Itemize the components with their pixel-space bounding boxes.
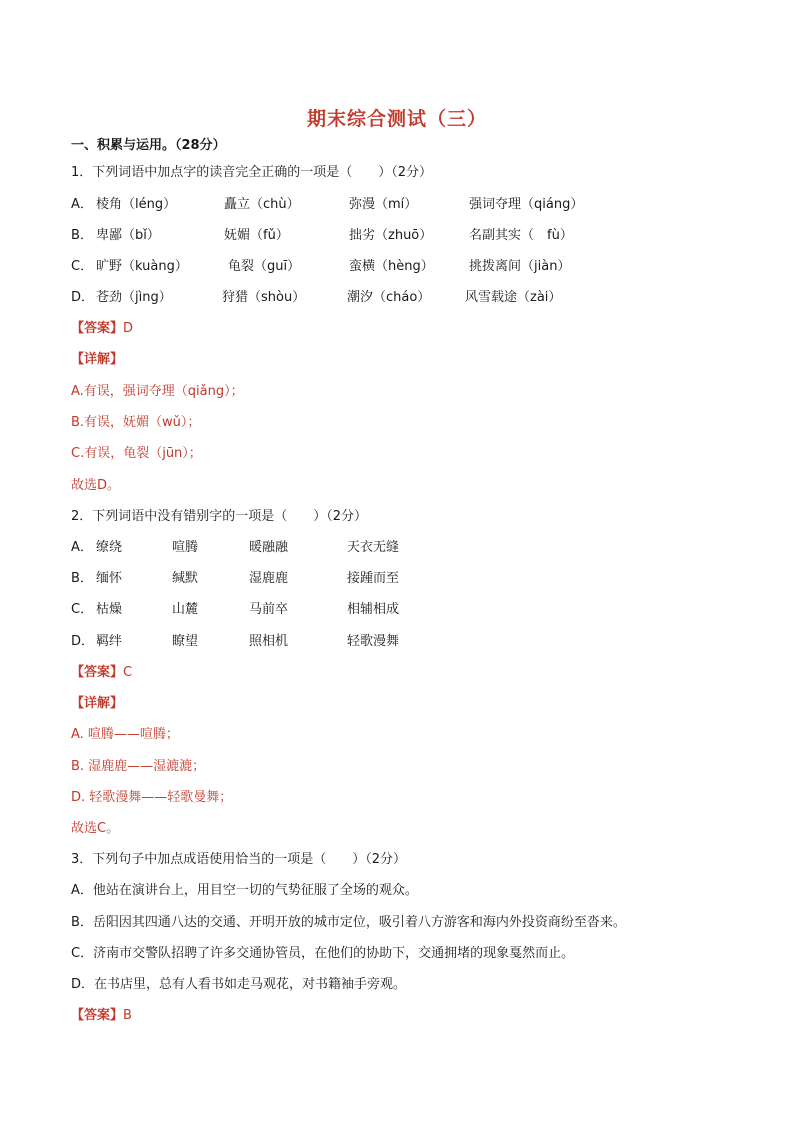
q2-detail-line: D. 轻歌漫舞——轻歌曼舞； [71, 790, 233, 805]
option-label: D． [71, 634, 95, 649]
option-word: 暖融融 [249, 540, 289, 555]
option-word: 妩媚（fǔ） [224, 228, 289, 243]
option-label: C． [71, 602, 94, 617]
option-word: 蛮横（hèng） [349, 259, 434, 274]
q1-detail-line: C.有误，龟裂（jūn）； [71, 446, 202, 461]
option-label: C． [71, 259, 94, 274]
option-word: 矗立（chù） [224, 197, 300, 212]
answer-value: C [123, 665, 133, 680]
option-word: 狩猎（shòu） [222, 290, 306, 305]
option-word: 接踵而至 [347, 571, 400, 586]
answer-tag: 【答案】 [71, 1008, 124, 1023]
q2-detail-line: B. 湿鹿鹿——湿漉漉； [71, 759, 206, 774]
q3-answer [71, 1007, 132, 1025]
option-word: 照相机 [249, 634, 289, 649]
option-word: 苍劲（jìng） [96, 290, 172, 305]
option-word: 枯燥 [96, 602, 123, 617]
answer-tag: 【答案】 [71, 321, 124, 336]
q1-detail-line: B.有误，妩媚（wǔ）； [71, 415, 201, 430]
q3-option-d: D．在书店里，总有人看书如走马观花，对书籍袖手旁观。 [71, 977, 407, 992]
q3-stem: 3．下列句子中加点成语使用恰当的一项是（ ）（2分） [71, 852, 407, 867]
option-word: 轻歌漫舞 [347, 634, 400, 649]
option-word: 喧腾 [172, 540, 199, 555]
q2-conclusion: 故选C。 [71, 821, 120, 836]
q1-detail-line: A.有误，强词夺理（qiǎng）； [71, 384, 244, 399]
option-word: 棱角（léng） [96, 197, 177, 212]
option-word: 缅怀 [96, 571, 123, 586]
q3-option-c: C．济南市交警队招聘了许多交通协管员，在他们的协助下，交通拥堵的现象戛然而止。 [71, 946, 575, 961]
option-word: 风雪载途（zài） [465, 290, 562, 305]
option-word: 弥漫（mí） [349, 197, 418, 212]
q3-option-a: A．他站在演讲台上，用目空一切的气势征服了全场的观众。 [71, 883, 418, 898]
option-word: 缄默 [172, 571, 199, 586]
q2-detail-tag: 【详解】 [71, 696, 124, 711]
option-word: 挑拨离间（jiàn） [469, 259, 571, 274]
option-label: B． [71, 571, 93, 586]
answer-tag: 【答案】 [71, 665, 124, 680]
option-word: 马前卒 [249, 602, 289, 617]
q3-option-b: B．岳阳因其四通八达的交通、开明开放的城市定位，吸引着八方游客和海内外投资商纷至沓来。 [71, 915, 626, 930]
answer-value: B [123, 1008, 132, 1023]
q1-conclusion: 故选D。 [71, 478, 121, 493]
option-word: 天衣无缝 [347, 540, 400, 555]
option-word: 相辅相成 [347, 602, 400, 617]
option-label: B． [71, 228, 93, 243]
option-word: 山麓 [172, 602, 199, 617]
option-label: A． [71, 197, 93, 212]
option-word: 强词夺理（qiáng） [469, 197, 584, 212]
q2-stem: 2．下列词语中没有错别字的一项是（ ）（2分） [71, 509, 368, 524]
option-word: 羁绊 [96, 634, 123, 649]
option-word: 拙劣（zhuō） [349, 228, 433, 243]
option-word: 名副其实（ fù） [469, 228, 573, 243]
page-title: 期末综合测试（三） [306, 108, 487, 130]
option-word: 潮汐（cháo） [347, 290, 431, 305]
option-word: 湿鹿鹿 [249, 571, 289, 586]
option-word: 缭绕 [96, 540, 123, 555]
option-word: 旷野（kuàng） [96, 259, 188, 274]
option-word: 卑鄙（bǐ） [96, 228, 160, 243]
option-label: D． [71, 290, 95, 305]
q1-answer [71, 320, 133, 338]
option-word: 瞭望 [172, 634, 199, 649]
q2-detail-line: A. 喧腾——喧腾； [71, 727, 179, 742]
q1-detail-tag: 【详解】 [71, 352, 124, 367]
q2-answer [71, 664, 132, 682]
answer-value: D [123, 321, 134, 336]
option-word: 龟裂（guī） [228, 259, 301, 274]
q1-stem: 1．下列词语中加点字的读音完全正确的一项是（ ）（2分） [71, 165, 433, 180]
option-label: A． [71, 540, 93, 555]
section-heading: 一、积累与运用。（28分） [71, 138, 226, 153]
